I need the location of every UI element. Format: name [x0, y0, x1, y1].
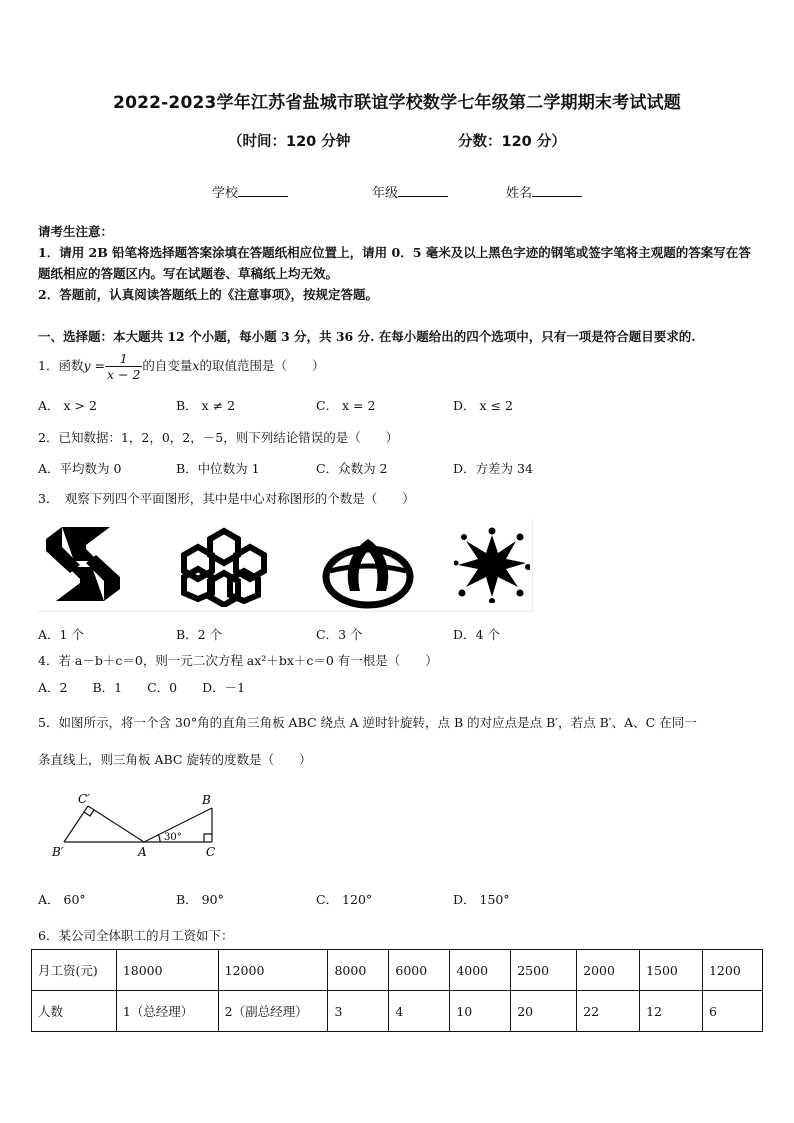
salary-table — [31, 949, 763, 1032]
hex-ring-figure — [178, 525, 270, 607]
question-3: 3． 观察下列四个平面图形，其中是中心对称图形的个数是（ ） — [38, 491, 415, 506]
table-cell: 6 — [702, 991, 762, 1032]
name-field — [506, 182, 582, 201]
q2-option-d: D．方差为 34 — [453, 461, 533, 476]
q1-option-b: B． x ≠ 2 — [176, 398, 236, 413]
q1-suffix: 的取值范围是（ ） — [199, 358, 325, 373]
label-b: B — [202, 793, 211, 807]
q2-option-c: C．众数为 2 — [316, 461, 388, 476]
angle-label: 30° — [164, 832, 182, 843]
table-cell: 1（总经理） — [116, 991, 218, 1032]
school-field — [212, 182, 288, 201]
q1-option-d: D． x ≤ 2 — [453, 398, 513, 413]
question-1 — [38, 351, 325, 382]
exam-time: （时间：120 分钟 — [228, 134, 351, 150]
name-blank — [532, 184, 582, 197]
q3-option-a: A．1 个 — [38, 627, 84, 642]
table-cell: 1500 — [640, 950, 703, 991]
table-cell: 22 — [577, 991, 640, 1032]
grade-label: 年级 — [372, 186, 399, 201]
table-cell: 2500 — [511, 950, 577, 991]
question-2: 2．已知数据：1，2，0，2，－5，则下列结论错误的是（ ） — [38, 430, 399, 445]
table-cell: 1200 — [702, 950, 762, 991]
question-5-line-1: 5．如图所示，将一个含 30°角的直角三角板 ABC 绕点 A 逆时针旋转，点 B 的对应点是点 B′，若点 B′、A、C 在同一 — [38, 715, 697, 730]
school-label: 学校 — [212, 186, 239, 201]
q3-figures — [38, 519, 533, 612]
q1-option-a: A． x > 2 — [38, 398, 97, 413]
salary-row — [32, 950, 763, 991]
school-blank — [238, 184, 288, 197]
q5-option-d: D． 150° — [453, 892, 510, 907]
q1-prefix: 1．函数 — [38, 358, 84, 373]
s-logo-figure — [40, 525, 126, 603]
section-heading: 一、选择题：本大题共 12 个小题，每小题 3 分，共 36 分. 在每小题给出的四个选项中，只有一项是符合题目要求的. — [38, 329, 696, 344]
table-cell: 2000 — [577, 950, 640, 991]
name-label: 姓名 — [506, 186, 533, 201]
notice-heading: 请考生注意： — [38, 224, 114, 239]
q2-option-a: A．平均数为 0 — [38, 461, 122, 476]
grade-field — [372, 182, 448, 201]
q1-var: x — [192, 358, 200, 373]
label-a: A — [138, 845, 147, 859]
table-cell: 6000 — [389, 950, 450, 991]
table-cell: 人数 — [32, 991, 117, 1032]
q3-option-c: C．3 个 — [316, 627, 363, 642]
q1-mid: 的自变量 — [142, 358, 193, 373]
table-cell: 4000 — [450, 950, 511, 991]
oval-emblem-figure — [320, 531, 416, 611]
table-cell: 3 — [328, 991, 389, 1032]
q4-options: A．2 B．1 C．0 D．－1 — [38, 680, 246, 695]
q1-numerator: 1 — [105, 351, 142, 367]
grade-blank — [398, 184, 448, 197]
notice-item-2: 2．答题前，认真阅读答题纸上的《注意事项》，按规定答题。 — [38, 287, 378, 302]
table-cell: 10 — [450, 991, 511, 1032]
q3-option-d: D．4 个 — [453, 627, 500, 642]
table-cell: 2（副总经理） — [218, 991, 328, 1032]
splash-star-figure — [454, 527, 530, 603]
label-c-prime: C′ — [78, 792, 90, 806]
table-cell: 20 — [511, 991, 577, 1032]
q1-denominator: x − 2 — [106, 367, 141, 382]
q5-option-b: B． 90° — [176, 892, 224, 907]
table-cell: 4 — [389, 991, 450, 1032]
headcount-row — [32, 991, 763, 1032]
question-5-line-2: 条直线上，则三角板 ABC 旋转的度数是（ ） — [38, 752, 312, 767]
table-cell: 12000 — [218, 950, 328, 991]
q1-y: y = — [83, 358, 105, 373]
table-cell: 12 — [640, 991, 703, 1032]
table-cell: 18000 — [116, 950, 218, 991]
question-6: 6．某公司全体职工的月工资如下： — [38, 928, 234, 943]
q3-option-b: B．2 个 — [176, 627, 223, 642]
q5-option-a: A． 60° — [38, 892, 86, 907]
label-b-prime: B′ — [52, 845, 64, 859]
label-c: C — [206, 845, 216, 859]
q1-fraction — [105, 351, 142, 382]
table-cell: 8000 — [328, 950, 389, 991]
question-4: 4．若 a－b＋c＝0，则一元二次方程 ax²＋bx＋c＝0 有一根是（ ） — [38, 653, 438, 668]
notice-block — [38, 221, 760, 305]
q5-option-c: C． 120° — [316, 892, 373, 907]
q1-option-c: C． x = 2 — [316, 398, 376, 413]
exam-score: 分数：120 分） — [458, 134, 566, 150]
q2-option-b: B．中位数为 1 — [176, 461, 260, 476]
q5-triangle-figure — [40, 786, 240, 864]
table-cell: 月工资(元) — [32, 950, 117, 991]
exam-title: 2022-2023学年江苏省盐城市联谊学校数学七年级第二学期期末考试试题 — [113, 93, 681, 113]
notice-item-1: 1．请用 2B 铅笔将选择题答案涂填在答题纸相应位置上，请用 0．5 毫米及以上黑色字迹的钢笔或签字笔将主观题的答案写在答题纸相应的答题区内。写在试题卷、草稿纸上均无效。 — [38, 245, 751, 281]
